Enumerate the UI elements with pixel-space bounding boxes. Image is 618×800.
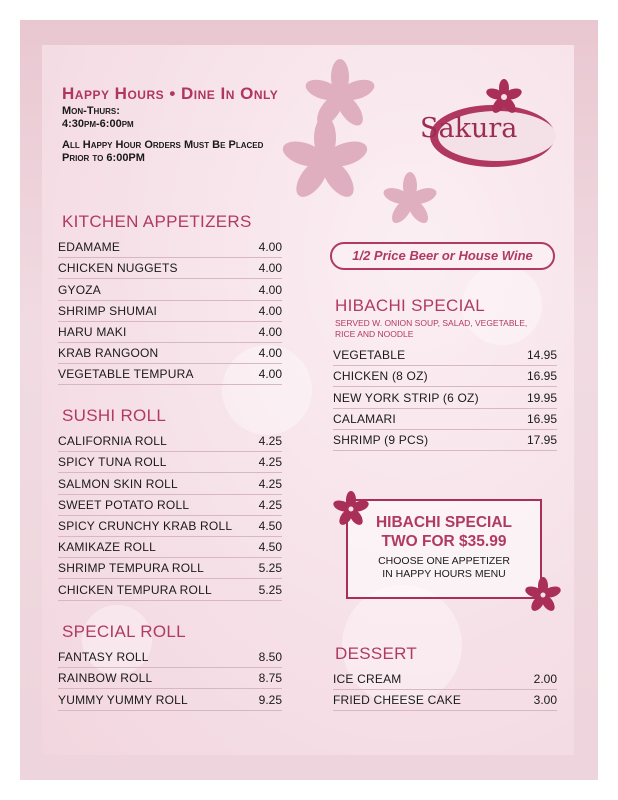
offer-blossom-icon-left xyxy=(326,484,376,534)
item-price: 4.50 xyxy=(258,518,282,533)
list-item xyxy=(58,322,282,343)
section-title-dessert: DESSERT xyxy=(335,644,418,663)
happy-hours-title: Happy Hours • Dine In Only xyxy=(62,84,279,103)
list-item xyxy=(58,431,282,452)
item-name: FANTASY ROLL xyxy=(58,650,149,665)
item-price: 4.50 xyxy=(258,540,282,555)
item-name: YUMMY YUMMY ROLL xyxy=(58,692,188,707)
item-name: SHRIMP SHUMAI xyxy=(58,303,158,318)
list-item xyxy=(333,669,557,690)
list-item xyxy=(58,537,282,558)
item-name: SPICY TUNA ROLL xyxy=(58,455,167,470)
item-price: 19.95 xyxy=(526,390,557,405)
item-name: FRIED CHEESE CAKE xyxy=(333,693,462,708)
sushi-roll-list xyxy=(58,431,282,601)
list-item xyxy=(58,647,282,668)
list-item xyxy=(58,495,282,516)
item-price: 2.00 xyxy=(533,672,557,687)
item-name: SPICY CRUNCHY KRAB ROLL xyxy=(58,518,233,533)
item-name: KRAB RANGOON xyxy=(58,346,159,361)
item-price: 8.50 xyxy=(258,650,282,665)
item-name: CHICKEN TEMPURA ROLL xyxy=(58,582,212,597)
special-roll-list xyxy=(58,647,282,711)
item-name: SALMON SKIN ROLL xyxy=(58,476,178,491)
item-price: 4.25 xyxy=(258,434,282,449)
item-price: 4.00 xyxy=(258,346,282,361)
section-title-special-roll: SPECIAL ROLL xyxy=(62,622,186,641)
list-item xyxy=(333,387,557,408)
dessert-list xyxy=(333,669,557,711)
list-item xyxy=(58,237,282,258)
item-name: CALAMARI xyxy=(333,411,396,426)
item-price: 4.00 xyxy=(258,282,282,297)
item-name: KAMIKAZE ROLL xyxy=(58,540,156,555)
list-item xyxy=(333,690,557,711)
list-item xyxy=(58,279,282,300)
list-item xyxy=(58,258,282,279)
item-price: 4.00 xyxy=(258,303,282,318)
list-item xyxy=(333,430,557,451)
list-item xyxy=(58,689,282,710)
item-price: 4.00 xyxy=(258,261,282,276)
list-item xyxy=(58,301,282,322)
happy-hours-note-1: All Happy Hour Orders Must Be Placed xyxy=(62,139,264,151)
hibachi-special-list xyxy=(333,345,557,451)
offer-line-1: HIBACHI SPECIAL xyxy=(375,514,513,531)
offer-blossom-icon-right xyxy=(515,570,571,620)
item-name: SHRIMP (9 PCS) xyxy=(333,432,429,447)
item-name: SHRIMP TEMPURA ROLL xyxy=(58,561,205,576)
item-name: CALIFORNIA ROLL xyxy=(58,434,168,449)
offer-line-2: TWO FOR $35.99 xyxy=(381,533,507,550)
item-price: 9.25 xyxy=(258,692,282,707)
item-price: 17.95 xyxy=(526,432,557,447)
item-price: 14.95 xyxy=(526,348,557,363)
item-name: VEGETABLE xyxy=(333,348,406,363)
list-item xyxy=(333,345,557,366)
logo-blossom-icon xyxy=(482,77,526,117)
logo-text: Sakura xyxy=(420,113,518,144)
list-item xyxy=(58,452,282,473)
item-name: RAINBOW ROLL xyxy=(58,671,153,686)
item-price: 5.25 xyxy=(258,561,282,576)
item-name: ICE CREAM xyxy=(333,672,402,687)
sakura-logo xyxy=(410,85,560,180)
item-name: SWEET POTATO ROLL xyxy=(58,497,190,512)
list-item xyxy=(58,558,282,579)
item-price: 4.00 xyxy=(258,367,282,382)
list-item xyxy=(333,409,557,430)
item-price: 4.00 xyxy=(258,240,282,255)
offer-line-4: IN HAPPY HOURS MENU xyxy=(382,568,506,580)
item-name: EDAMAME xyxy=(58,240,121,255)
hibachi-note-2: RICE AND NOODLE xyxy=(335,329,414,339)
list-item xyxy=(333,366,557,387)
item-name: CHICKEN NUGGETS xyxy=(58,261,178,276)
list-item xyxy=(58,343,282,364)
item-name: GYOZA xyxy=(58,282,102,297)
item-name: NEW YORK STRIP (6 OZ) xyxy=(333,390,479,405)
section-title-hibachi-special: HIBACHI SPECIAL xyxy=(335,296,485,315)
item-price: 3.00 xyxy=(533,693,557,708)
list-item xyxy=(58,473,282,494)
item-price: 4.25 xyxy=(258,455,282,470)
item-name: HARU MAKI xyxy=(58,324,127,339)
section-title-kitchen-appetizers: KITCHEN APPETIZERS xyxy=(62,212,252,231)
item-name: CHICKEN (8 OZ) xyxy=(333,369,428,384)
list-item xyxy=(58,668,282,689)
item-name: VEGETABLE TEMPURA xyxy=(58,367,194,382)
section-title-sushi-roll: SUSHI ROLL xyxy=(62,406,167,425)
item-price: 4.25 xyxy=(258,476,282,491)
item-price: 16.95 xyxy=(526,411,557,426)
item-price: 5.25 xyxy=(258,582,282,597)
happy-hours-time: 4:30pm-6:00pm xyxy=(62,118,134,130)
item-price: 4.25 xyxy=(258,497,282,512)
list-item xyxy=(58,516,282,537)
kitchen-appetizers-list xyxy=(58,237,282,385)
half-price-drink-banner: 1/2 Price Beer or House Wine xyxy=(330,242,555,270)
offer-line-3: CHOOSE ONE APPETIZER xyxy=(378,555,510,567)
item-price: 16.95 xyxy=(526,369,557,384)
hibachi-note-1: SERVED W. ONION SOUP, SALAD, VEGETABLE, xyxy=(335,318,528,328)
happy-hours-days: Mon-Thurs: xyxy=(62,105,120,117)
list-item xyxy=(58,579,282,600)
list-item xyxy=(58,364,282,385)
item-price: 4.00 xyxy=(258,324,282,339)
happy-hours-note-2: Prior to 6:00PM xyxy=(62,152,145,164)
item-price: 8.75 xyxy=(258,671,282,686)
